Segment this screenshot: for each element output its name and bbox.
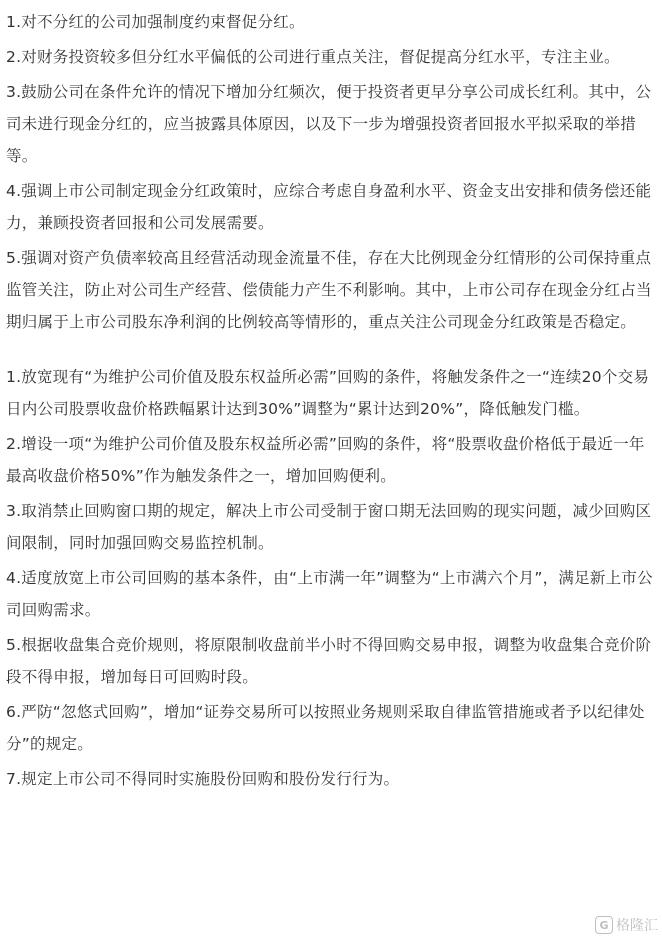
paragraph-buyback-3: 3.取消禁止回购窗口期的规定，解决上市公司受制于窗口期无法回购的现实问题，减少回购区间限制，同时加强回购交易监控机制。 (6, 502, 652, 552)
paragraph-dividend-1: 1.对不分红的公司加强制度约束督促分红。 (6, 13, 305, 31)
article-body (6, 0, 656, 798)
paragraph-buyback-6: 6.严防“忽悠式回购”，增加“证券交易所可以按照业务规则采取自律监管措施或者予以纪律处分”的规定。 (6, 703, 645, 753)
paragraph-buyback-2: 2.增设一项“为维护公司价值及股东权益所必需”回购的条件，将“股票收盘价格低于最近一年最高收盘价格50%”作为触发条件之一，增加回购便利。 (6, 435, 645, 485)
watermark (595, 915, 658, 935)
section-spacer (6, 341, 656, 361)
paragraph-buyback-1: 1.放宽现有“为维护公司价值及股东权益所必需”回购的条件，将触发条件之一“连续20个交易日内公司股票收盘价格跌幅累计达到30%”调整为“累计达到20%”，降低触发门槛。 (6, 368, 650, 418)
paragraph-dividend-2: 2.对财务投资较多但分红水平偏低的公司进行重点关注，督促提高分红水平，专注主业。 (6, 48, 620, 66)
paragraph-buyback-7: 7.规定上市公司不得同时实施股份回购和股份发行行为。 (6, 770, 400, 788)
watermark-text: 格隆汇 (616, 918, 658, 934)
paragraph-dividend-3: 3.鼓励公司在条件允许的情况下增加分红频次，便于投资者更早分享公司成长红利。其中，公司未进行现金分红的，应当披露具体原因，以及下一步为增强投资者回报水平拟采取的举措等。 (6, 83, 652, 165)
paragraph-buyback-4: 4.适度放宽上市公司回购的基本条件，由“上市满一年”调整为“上市满六个月”，满足新上市公司回购需求。 (6, 569, 653, 619)
paragraph-dividend-5: 5.强调对资产负债率较高且经营活动现金流量不佳，存在大比例现金分红情形的公司保持重点监管关注，防止对公司生产经营、偿债能力产生不利影响。其中，上市公司存在现金分红占当期归属于上市公司股东净利润的比例较高等情形的，重点关注公司现金分红政策是否稳定。 (6, 249, 652, 331)
gelonghui-logo-icon: G (595, 916, 613, 934)
paragraph-dividend-4: 4.强调上市公司制定现金分红政策时，应综合考虑自身盈利水平、资金支出安排和债务偿还能力，兼顾投资者回报和公司发展需要。 (6, 182, 652, 232)
paragraph-buyback-5: 5.根据收盘集合竞价规则，将原限制收盘前半小时不得回购交易申报，调整为收盘集合竞价阶段不得申报，增加每日可回购时段。 (6, 636, 652, 686)
